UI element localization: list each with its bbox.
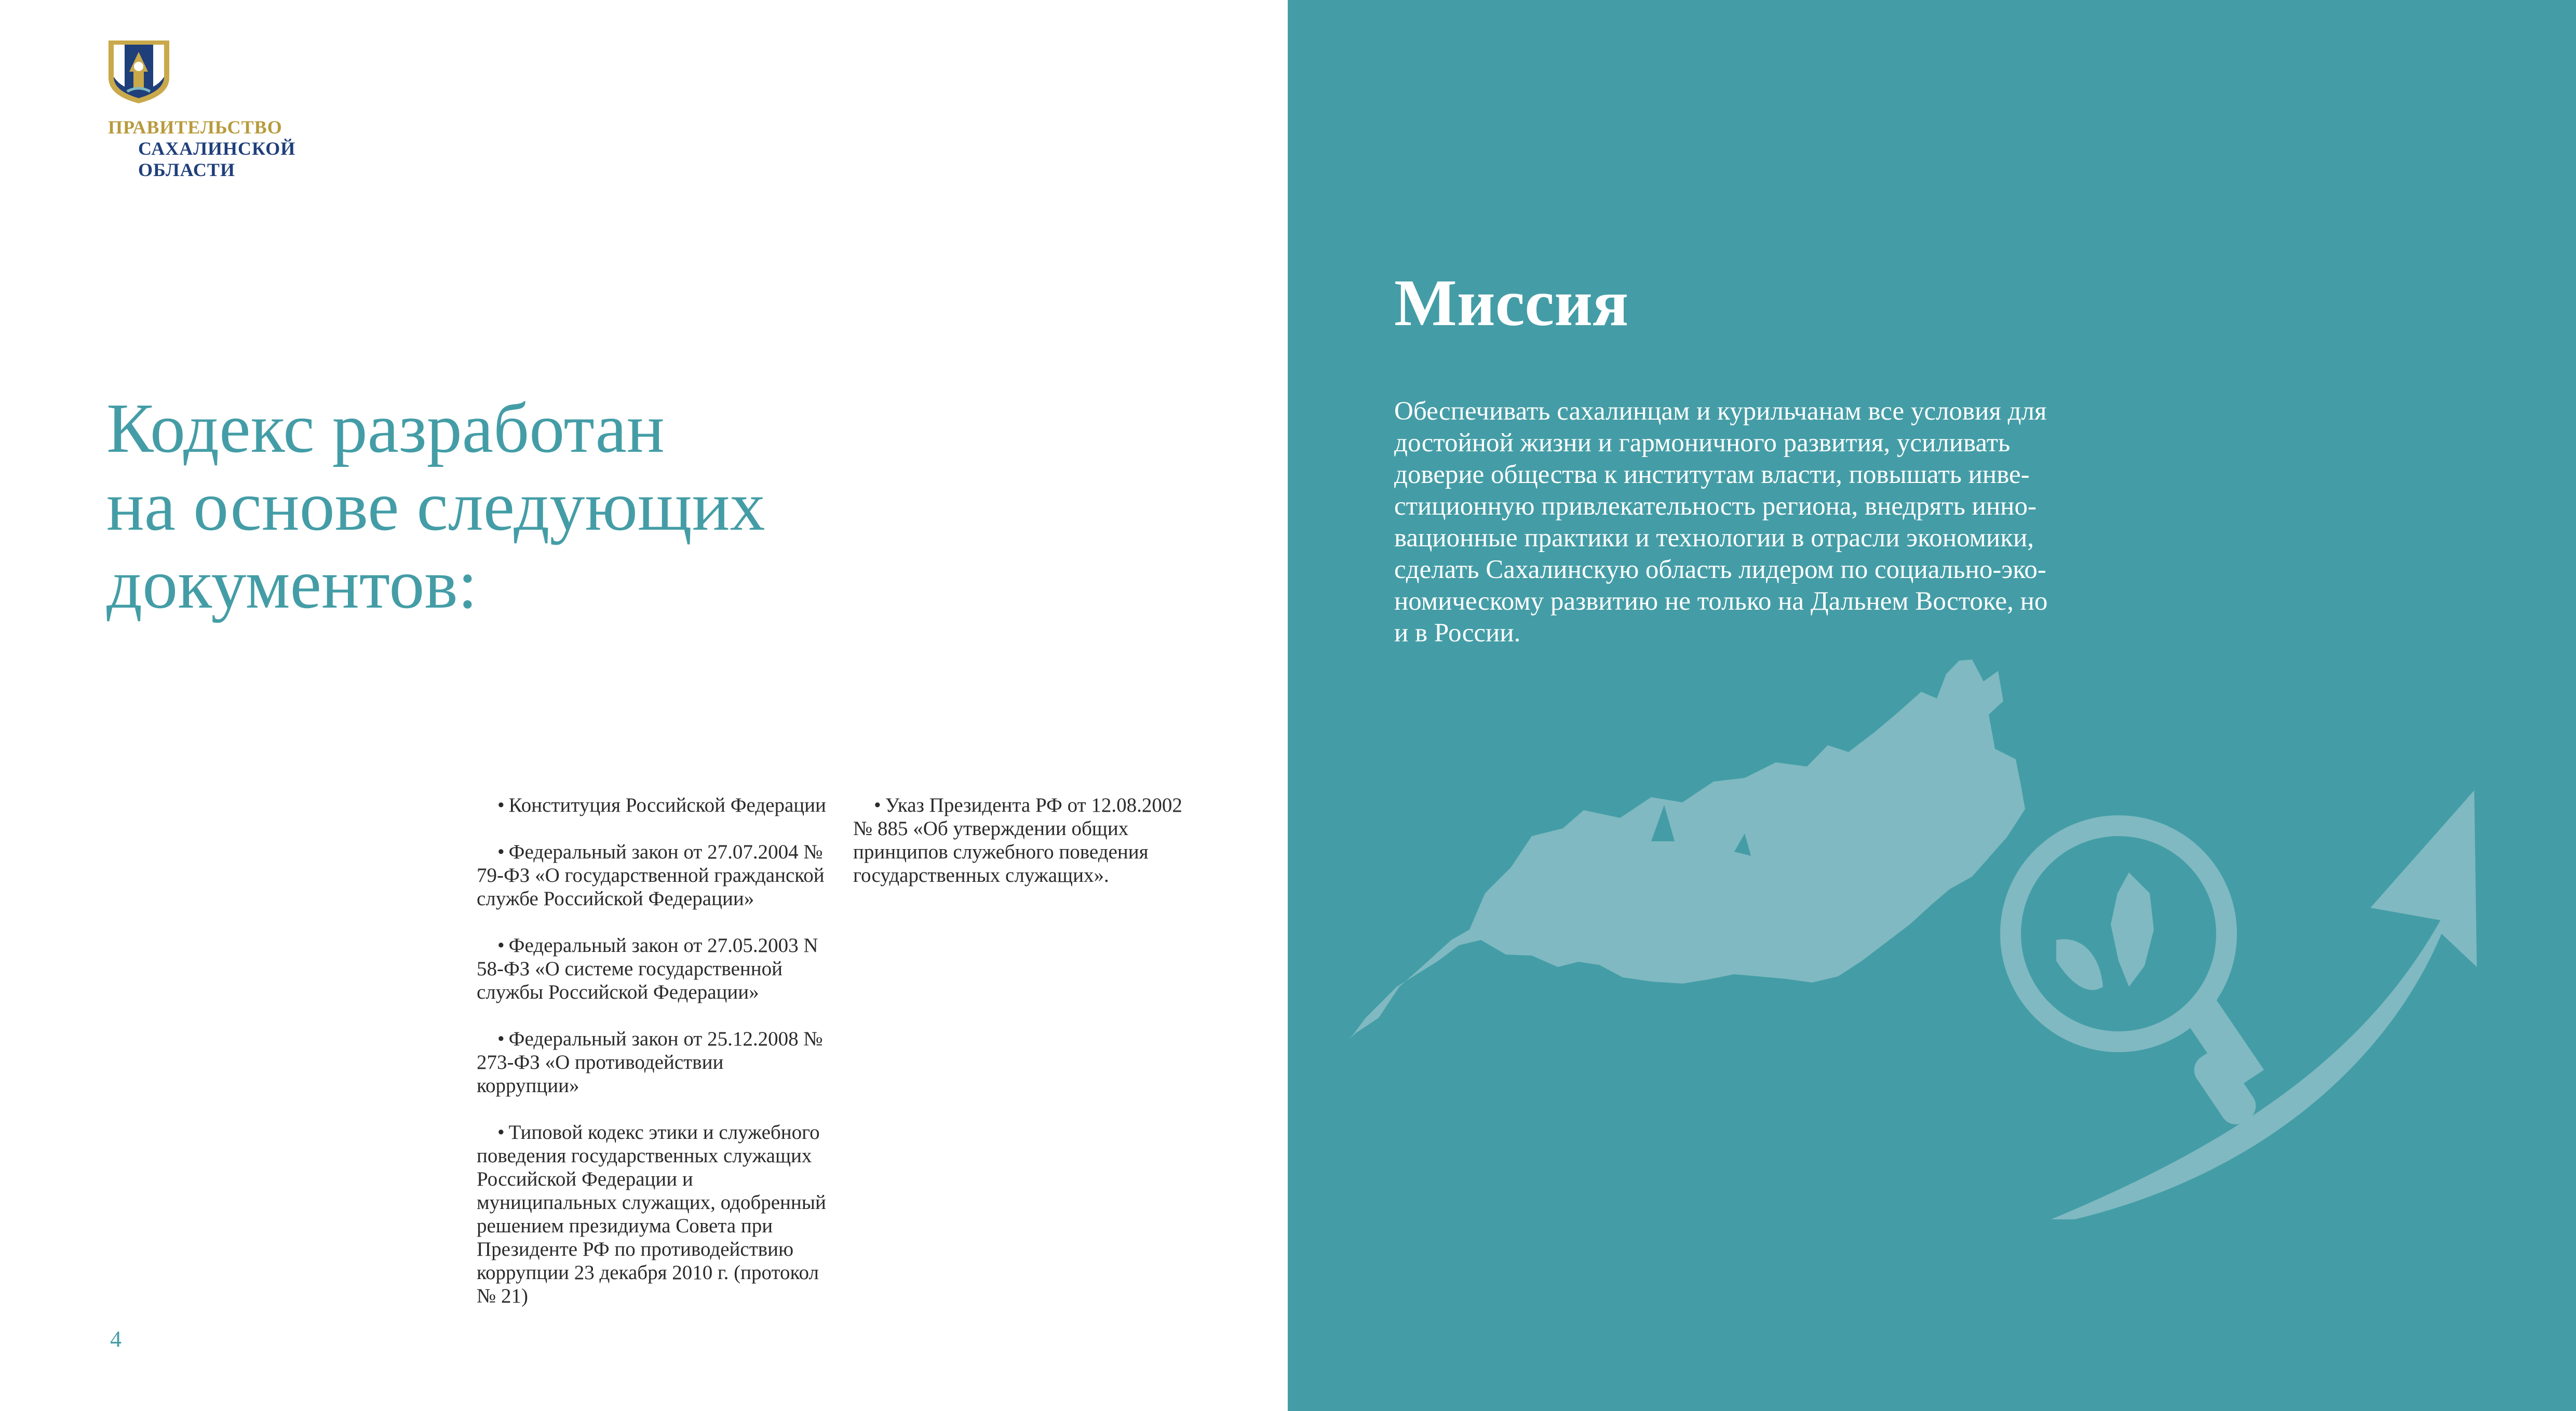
document-item-constitution: • Конституция Российской Федерации [497,794,826,816]
page-number: 4 [110,1326,122,1352]
document-item-law-58: • Федеральный закон от 27.05.2003 N 58-ФЗ «О системе государственной службы Российской Федерации» [477,934,818,1003]
document-item-decree-885: • Указ Президента РФ от 12.08.2002 № 885 «Об утверждении общих принципов служебного поведения государственных служащих». [853,794,1182,886]
bullet-icon: • [874,794,881,816]
bullet-icon: • [497,841,505,863]
heading-line-3: документов: [106,545,478,623]
mission-line: достойной жизни и гармоничного развития, усиливать [1394,428,2011,458]
logo-line-sakhalin: САХАЛИНСКОЙ [138,138,296,159]
logo-line-oblast: ОБЛАСТИ [138,159,235,180]
bullet-icon: • [497,934,505,957]
mission-line: сделать Сахалинскую область лидером по социально-эко- [1394,555,2046,584]
bullet-icon: • [497,1028,505,1050]
logo-line-government: ПРАВИТЕЛЬСТВО [108,117,282,138]
mission-line: вационные практики и технологии в отрасли экономики, [1394,523,2034,553]
source-documents-list [477,794,1204,1313]
heading-line-2: на основе следующих [106,467,765,545]
russia-map-icon [1350,660,2025,1039]
document-item-law-79: • Федеральный закон от 27.07.2004 № 79-ФЗ «О государственной гражданской службе Российской Федерации» [477,841,825,910]
document-item-model-code: • Типовой кодекс этики и служебного поведения государственных служащих Российской Федерации и муниципальных служащих, одобренный решением президиума Совета при Президенте РФ по противодействию коррупции 23 декабря 2010 г. (протокол № 21) [477,1121,826,1307]
government-logo-text [108,117,295,181]
illustration [1288,623,2576,1411]
mission-title: Миссия [1394,266,1629,340]
bullet-icon: • [497,1121,505,1144]
bullet-icon: • [497,794,505,816]
right-page [1288,0,2576,1411]
mission-text [1394,396,2132,649]
mission-line: доверие общества к институтам власти, повышать инве- [1394,460,2030,489]
mission-line: номическому развитию не только на Дальнем Востоке, но [1394,587,2048,616]
magnifier-icon [2011,826,2264,1131]
mission-line: Обеспечивать сахалинцам и курильчанам все условия для [1394,397,2047,426]
heading-line-1: Кодекс разработан [106,389,665,467]
mission-line: и в России. [1394,619,1521,648]
mission-line: стиционную привлекательность региона, внедрять инно- [1394,492,2036,521]
page-heading [106,389,1093,623]
document-item-law-273: • Федеральный закон от 25.12.2008 № 273-ФЗ «О противодействии коррупции» [477,1028,823,1097]
coat-of-arms-icon [106,37,171,105]
